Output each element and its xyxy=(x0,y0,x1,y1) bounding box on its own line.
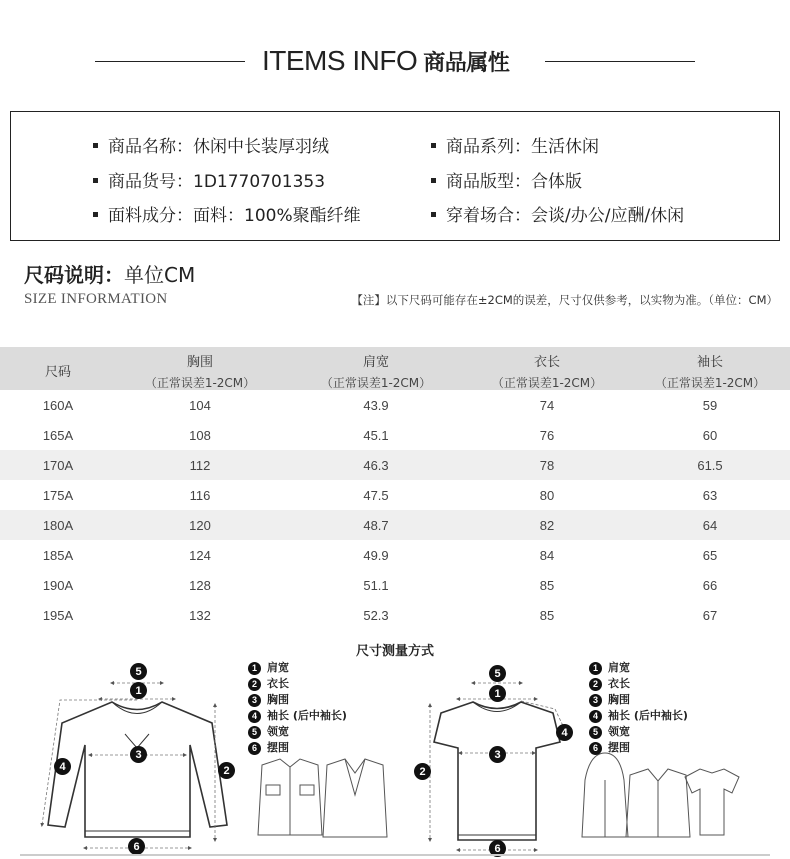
info-item xyxy=(93,201,361,226)
table-cell: 76 xyxy=(539,428,555,443)
table-cell: 51.1 xyxy=(363,578,389,593)
table-row xyxy=(0,420,790,450)
col-header-sleeve xyxy=(640,351,780,391)
col-header-length xyxy=(477,351,617,391)
info-item xyxy=(93,167,325,192)
number-badge: 3 xyxy=(248,694,261,707)
legend-row xyxy=(248,692,347,708)
col-header-size xyxy=(18,361,98,380)
size-table xyxy=(0,347,790,630)
number-badge: 4 xyxy=(248,710,261,723)
table-cell: 160A xyxy=(42,398,74,413)
table-cell: 65 xyxy=(702,548,718,563)
header-sub: （正常误差1-2CM） xyxy=(491,376,603,390)
diagram-title: 尺寸测量方式 xyxy=(355,644,434,659)
legend-label: 袖长 (后中袖长) xyxy=(608,709,688,722)
legend-label: 衣长 xyxy=(608,677,630,690)
table-cell: 46.3 xyxy=(363,458,389,473)
number-badge: 3 xyxy=(589,694,602,707)
header-divider-right xyxy=(545,61,695,62)
number-badge: 2 xyxy=(248,678,261,691)
number-badge: 5 xyxy=(589,726,602,739)
number-badge: 5 xyxy=(248,726,261,739)
table-cell: 85 xyxy=(539,578,555,593)
size-section-subtitle: SIZE INFORMATION xyxy=(24,291,168,307)
measurement-diagram xyxy=(0,655,790,859)
table-cell: 112 xyxy=(189,458,211,473)
col-header-shoulder xyxy=(306,351,446,391)
table-cell: 132 xyxy=(189,608,211,623)
col-header-chest xyxy=(130,351,270,391)
table-row xyxy=(0,540,790,570)
info-text: 商品版型：合体版 xyxy=(446,172,582,192)
legend-row xyxy=(248,708,347,724)
tshirt-sketch xyxy=(434,702,560,840)
legend-row xyxy=(589,676,688,692)
table-row xyxy=(0,600,790,630)
header-sub: （正常误差1-2CM） xyxy=(320,376,432,390)
number-badge: 1 xyxy=(589,662,602,675)
table-row xyxy=(0,480,790,510)
measurement-legend-right xyxy=(589,660,688,756)
legend-label: 领宽 xyxy=(267,725,289,738)
table-row xyxy=(0,390,790,420)
bullet-icon xyxy=(431,212,436,217)
bullet-icon xyxy=(93,178,98,183)
legend-row xyxy=(589,708,688,724)
table-cell: 63 xyxy=(702,488,718,503)
table-cell: 124 xyxy=(189,548,211,563)
table-cell: 175A xyxy=(42,488,74,503)
legend-label: 胸围 xyxy=(267,693,289,706)
table-cell: 190A xyxy=(42,578,74,593)
number-badge: 2 xyxy=(589,678,602,691)
legend-row xyxy=(248,676,347,692)
table-cell: 84 xyxy=(539,548,555,563)
header-label: 衣长 xyxy=(533,355,560,370)
table-row xyxy=(0,570,790,600)
table-cell: 120 xyxy=(189,518,211,533)
table-body xyxy=(0,390,790,630)
table-cell: 116 xyxy=(189,488,211,503)
table-cell: 47.5 xyxy=(363,488,389,503)
table-cell: 170A xyxy=(42,458,74,473)
legend-row xyxy=(589,692,688,708)
measurement-marker: 2 xyxy=(218,762,235,779)
table-row xyxy=(0,510,790,540)
bullet-icon xyxy=(431,143,436,148)
legend-label: 胸围 xyxy=(608,693,630,706)
table-cell: 59 xyxy=(702,398,718,413)
table-cell: 60 xyxy=(702,428,718,443)
bullet-icon xyxy=(93,212,98,217)
legend-row xyxy=(248,660,347,676)
size-title-bold: 尺码说明： xyxy=(24,263,124,287)
header-title-en: ITEMS INFO xyxy=(262,45,418,76)
info-text: 商品货号：1D1770701353 xyxy=(108,172,326,192)
info-item xyxy=(431,132,599,157)
table-cell: 195A xyxy=(42,608,74,623)
bottom-divider xyxy=(20,854,770,856)
table-cell: 52.3 xyxy=(363,608,389,623)
table-cell: 49.9 xyxy=(363,548,389,563)
measurement-marker: 5 xyxy=(489,665,506,682)
measurement-marker: 5 xyxy=(130,663,147,680)
number-badge: 1 xyxy=(248,662,261,675)
table-cell: 64 xyxy=(702,518,718,533)
table-cell: 48.7 xyxy=(363,518,389,533)
page-header xyxy=(0,38,790,88)
legend-row xyxy=(589,660,688,676)
info-item xyxy=(431,167,582,192)
measurement-marker: 6 xyxy=(489,840,506,857)
sweater-sketch xyxy=(48,702,227,837)
table-cell: 128 xyxy=(189,578,211,593)
table-cell: 66 xyxy=(702,578,718,593)
header-label: 尺码 xyxy=(44,365,71,380)
measurement-marker: 4 xyxy=(556,724,573,741)
info-text: 面料成分：面料：100%聚酯纤维 xyxy=(108,206,361,226)
table-cell: 80 xyxy=(539,488,555,503)
legend-label: 摆围 xyxy=(608,741,630,754)
measurement-marker: 2 xyxy=(414,763,431,780)
header-label: 袖长 xyxy=(696,355,723,370)
legend-row xyxy=(248,724,347,740)
legend-label: 肩宽 xyxy=(608,661,630,674)
table-cell: 74 xyxy=(539,398,555,413)
header-sub: （正常误差1-2CM） xyxy=(144,376,256,390)
size-note: 【注】以下尺码可能存在±2CM的误差，尺寸仅供参考，以实物为准。（单位：CM） xyxy=(351,293,778,307)
number-badge: 6 xyxy=(248,742,261,755)
header-title-cn: 商品属性 xyxy=(423,51,510,76)
table-cell: 67 xyxy=(702,608,718,623)
number-badge: 6 xyxy=(589,742,602,755)
measurement-marker: 1 xyxy=(489,685,506,702)
legend-label: 领宽 xyxy=(608,725,630,738)
table-cell: 85 xyxy=(539,608,555,623)
measurement-marker: 4 xyxy=(54,758,71,775)
measurement-marker: 3 xyxy=(489,746,506,763)
bullet-icon xyxy=(431,178,436,183)
legend-row xyxy=(589,740,688,756)
legend-label: 摆围 xyxy=(267,741,289,754)
info-text: 商品系列：生活休闲 xyxy=(446,137,599,157)
table-cell: 43.9 xyxy=(363,398,389,413)
measurement-legend-left xyxy=(248,660,347,756)
size-title-unit: 单位CM xyxy=(124,263,196,287)
header-title xyxy=(262,45,509,77)
table-cell: 82 xyxy=(539,518,555,533)
bullet-icon xyxy=(93,143,98,148)
number-badge: 4 xyxy=(589,710,602,723)
table-header xyxy=(0,347,790,390)
legend-row xyxy=(248,740,347,756)
table-cell: 108 xyxy=(189,428,211,443)
table-cell: 185A xyxy=(42,548,74,563)
size-section-title xyxy=(24,259,195,288)
product-info-box xyxy=(10,111,780,241)
table-cell: 61.5 xyxy=(697,458,723,473)
table-cell: 45.1 xyxy=(363,428,389,443)
header-divider-left xyxy=(95,61,245,62)
table-cell: 165A xyxy=(42,428,74,443)
jacket-thumbnails xyxy=(258,753,739,837)
info-item xyxy=(431,201,684,226)
measurement-marker: 1 xyxy=(130,682,147,699)
measurement-marker: 3 xyxy=(130,746,147,763)
measurement-marker: 6 xyxy=(128,838,145,855)
header-label: 胸围 xyxy=(186,355,213,370)
info-text: 商品名称：休闲中长装厚羽绒 xyxy=(108,137,329,157)
legend-label: 肩宽 xyxy=(267,661,289,674)
header-sub: （正常误差1-2CM） xyxy=(654,376,766,390)
table-row xyxy=(0,450,790,480)
table-cell: 180A xyxy=(42,518,74,533)
table-cell: 104 xyxy=(189,398,211,413)
table-cell: 78 xyxy=(539,458,555,473)
legend-label: 衣长 xyxy=(267,677,289,690)
header-label: 肩宽 xyxy=(362,355,389,370)
info-text: 穿着场合：会谈/办公/应酬/休闲 xyxy=(446,206,685,226)
legend-label: 袖长 (后中袖长) xyxy=(267,709,347,722)
info-item xyxy=(93,132,329,157)
legend-row xyxy=(589,724,688,740)
